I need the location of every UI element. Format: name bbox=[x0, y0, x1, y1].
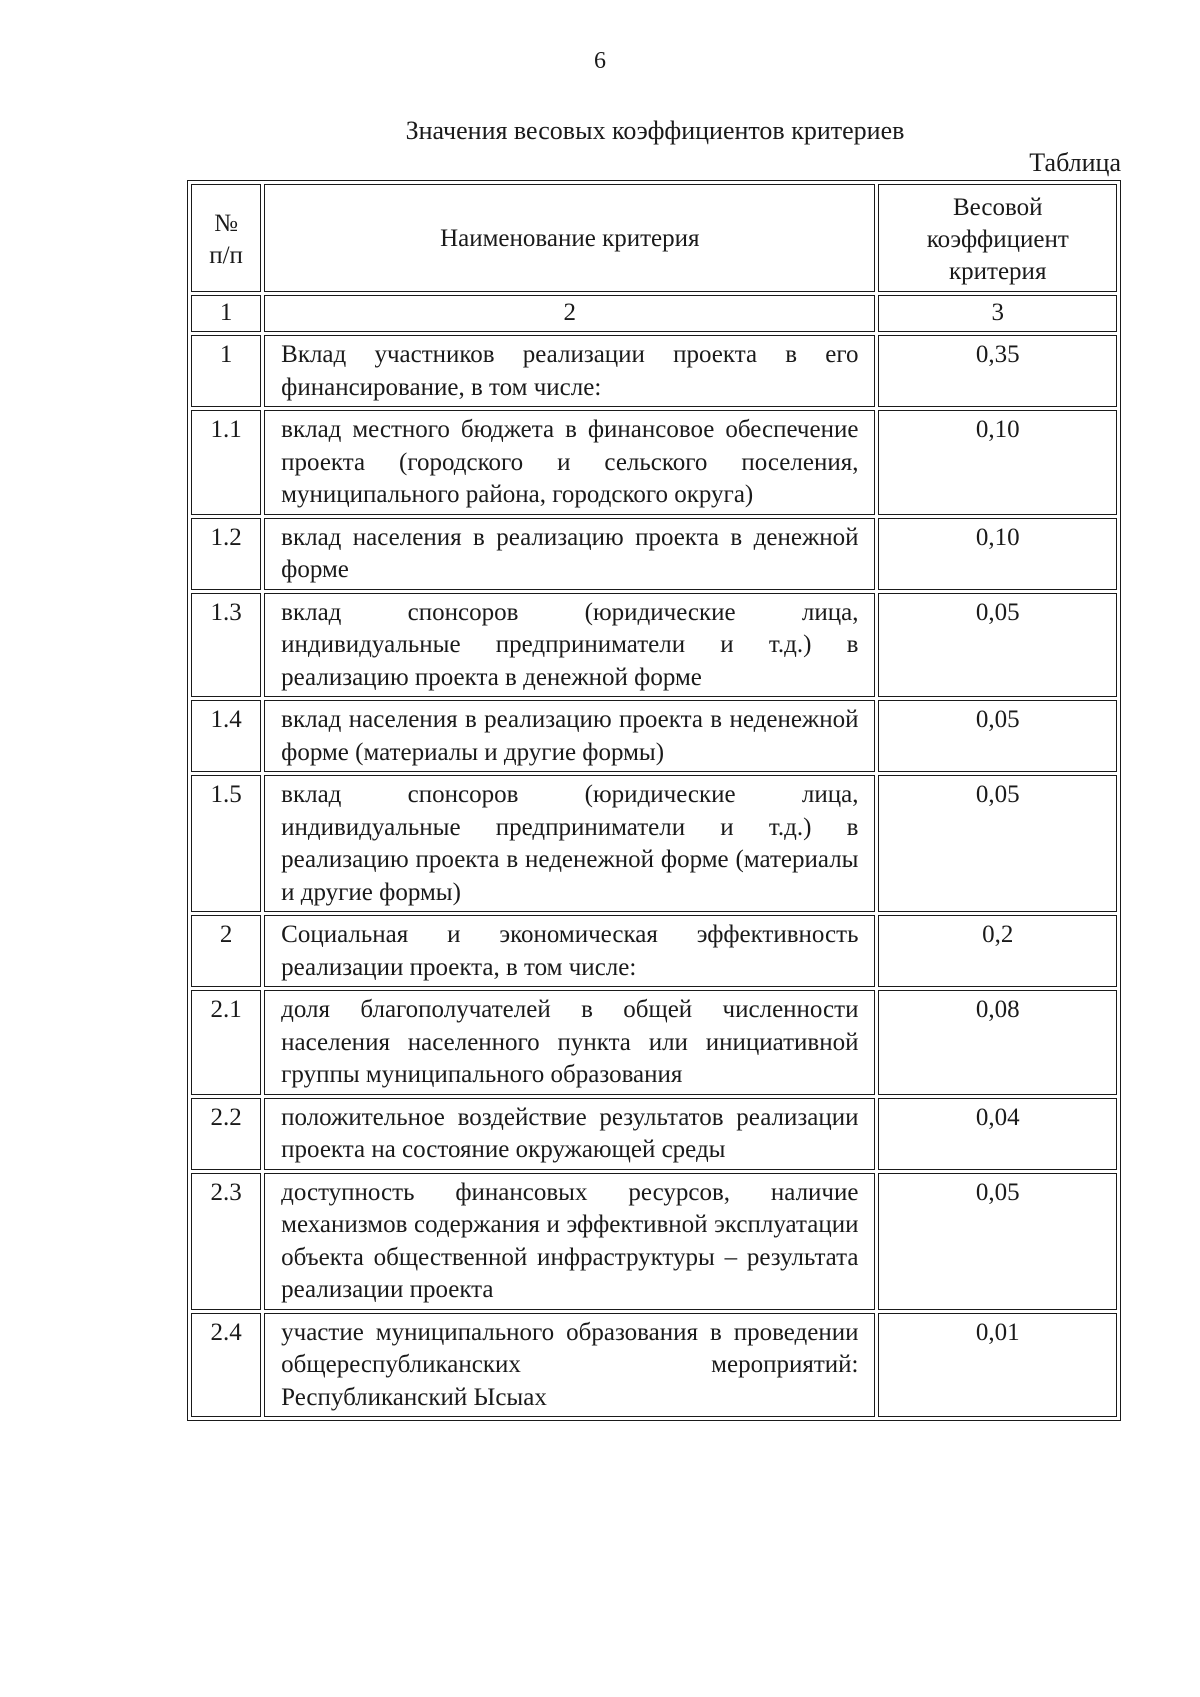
column-number: 2 bbox=[264, 295, 875, 332]
row-number: 2.2 bbox=[191, 1098, 261, 1170]
row-weight: 0,05 bbox=[878, 775, 1117, 912]
column-number: 1 bbox=[191, 295, 261, 332]
table-row bbox=[191, 1098, 1117, 1170]
row-criterion-name: вклад местного бюджета в финансовое обеспечение проекта (городского и сельского поселения, муниципального района, городского округа) bbox=[264, 410, 875, 515]
row-number: 1 bbox=[191, 335, 261, 407]
row-number: 2.1 bbox=[191, 990, 261, 1095]
row-criterion-name: вклад спонсоров (юридические лица, индивидуальные предприниматели и т.д.) в реализацию проекта в денежной форме bbox=[264, 593, 875, 698]
row-weight: 0,08 bbox=[878, 990, 1117, 1095]
table-row bbox=[191, 593, 1117, 698]
row-weight: 0,05 bbox=[878, 700, 1117, 772]
column-numbers-row bbox=[191, 295, 1117, 332]
row-criterion-name: вклад населения в реализацию проекта в неденежной форме (материалы и другие формы) bbox=[264, 700, 875, 772]
row-criterion-name: доступность финансовых ресурсов, наличие механизмов содержания и эффективной эксплуатации объекта общественной инфраструктуры – результата реализации проекта bbox=[264, 1173, 875, 1310]
row-number: 2.4 bbox=[191, 1313, 261, 1418]
table-row bbox=[191, 335, 1117, 407]
row-criterion-name: доля благополучателей в общей численности населения населенного пункта или инициативной группы муниципального образования bbox=[264, 990, 875, 1095]
row-weight: 0,10 bbox=[878, 518, 1117, 590]
row-weight: 0,05 bbox=[878, 1173, 1117, 1310]
header-criterion-name: Наименование критерия bbox=[264, 184, 875, 292]
row-weight: 0,04 bbox=[878, 1098, 1117, 1170]
document-title: Значения весовых коэффициентов критериев bbox=[405, 116, 905, 145]
table-row bbox=[191, 915, 1117, 987]
header-num: № п/п bbox=[191, 184, 261, 292]
table-row bbox=[191, 775, 1117, 912]
row-weight: 0,10 bbox=[878, 410, 1117, 515]
row-weight: 0,05 bbox=[878, 593, 1117, 698]
criteria-weights-table bbox=[187, 180, 1121, 1421]
row-weight: 0,2 bbox=[878, 915, 1117, 987]
row-number: 1.4 bbox=[191, 700, 261, 772]
row-criterion-name: вклад населения в реализацию проекта в денежной форме bbox=[264, 518, 875, 590]
table-caption: Таблица bbox=[1029, 148, 1121, 177]
header-weight: Весовой коэффициент критерия bbox=[878, 184, 1117, 292]
table-row bbox=[191, 410, 1117, 515]
row-criterion-name: вклад спонсоров (юридические лица, индивидуальные предприниматели и т.д.) в реализацию проекта в неденежной форме (материалы и другие формы) bbox=[264, 775, 875, 912]
column-number: 3 bbox=[878, 295, 1117, 332]
row-criterion-name: участие муниципального образования в проведении общереспубликанских мероприятий: Республиканский Ысыах bbox=[264, 1313, 875, 1418]
table-row bbox=[191, 1173, 1117, 1310]
table-row bbox=[191, 700, 1117, 772]
table-row bbox=[191, 990, 1117, 1095]
table-header-row bbox=[191, 184, 1117, 292]
row-number: 2 bbox=[191, 915, 261, 987]
row-criterion-name: Вклад участников реализации проекта в его финансирование, в том числе: bbox=[264, 335, 875, 407]
page-number: 6 bbox=[594, 48, 606, 74]
row-number: 1.1 bbox=[191, 410, 261, 515]
row-weight: 0,35 bbox=[878, 335, 1117, 407]
row-number: 2.3 bbox=[191, 1173, 261, 1310]
table-row bbox=[191, 518, 1117, 590]
row-number: 1.2 bbox=[191, 518, 261, 590]
row-number: 1.5 bbox=[191, 775, 261, 912]
row-weight: 0,01 bbox=[878, 1313, 1117, 1418]
row-criterion-name: Социальная и экономическая эффективность реализации проекта, в том числе: bbox=[264, 915, 875, 987]
table-row bbox=[191, 1313, 1117, 1418]
row-criterion-name: положительное воздействие результатов реализации проекта на состояние окружающей среды bbox=[264, 1098, 875, 1170]
row-number: 1.3 bbox=[191, 593, 261, 698]
